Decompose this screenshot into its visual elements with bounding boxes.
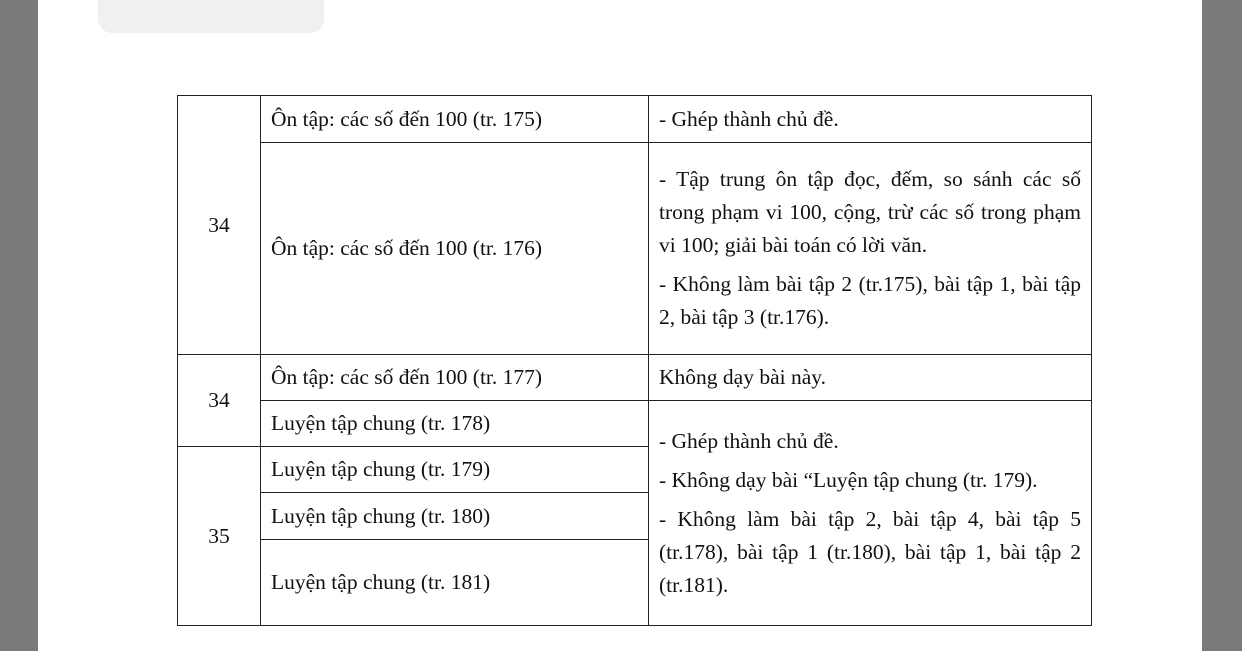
week-cell: 34: [178, 355, 261, 447]
note-text: - Không làm bài tập 2, bài tập 4, bài tập 5 (tr.178), bài tập 1 (tr.180), bài tập 1, bài tập 2 (tr.181).: [659, 506, 1081, 597]
table-row: [178, 96, 1092, 143]
note-text: - Tập trung ôn tập đọc, đếm, so sánh các số trong phạm vi 100, cộng, trừ các số trong phạm vi 100; giải bài toán có lời văn.: [659, 167, 1081, 257]
lesson-cell: Ôn tập: các số đến 100 (tr. 175): [261, 96, 649, 143]
note-text: - Không làm bài tập 2 (tr.175), bài tập 1, bài tập 2, bài tập 3 (tr.176).: [659, 272, 1081, 329]
lesson-cell: Ôn tập: các số đến 100 (tr. 176): [261, 143, 649, 355]
note-cell: [649, 355, 1092, 401]
lesson-cell: Luyện tập chung (tr. 179): [261, 447, 649, 493]
note-cell: [649, 401, 1092, 626]
lesson-cell: Luyện tập chung (tr. 180): [261, 493, 649, 540]
table-row: [178, 355, 1092, 401]
note-text: - Ghép thành chủ đề.: [659, 428, 839, 453]
lesson-cell: Ôn tập: các số đến 100 (tr. 177): [261, 355, 649, 401]
note-text: - Không dạy bài “Luyện tập chung (tr. 179).: [659, 467, 1038, 492]
lesson-cell: Luyện tập chung (tr. 178): [261, 401, 649, 447]
week-cell: 34: [178, 96, 261, 355]
note-text: - Ghép thành chủ đề.: [659, 106, 839, 131]
lesson-cell: Luyện tập chung (tr. 181): [261, 540, 649, 626]
overlay-tab: [98, 0, 324, 33]
note-text: Không dạy bài này.: [659, 365, 826, 389]
week-cell: 35: [178, 447, 261, 626]
note-cell: [649, 96, 1092, 143]
table-row: [178, 401, 1092, 447]
note-cell: [649, 143, 1092, 355]
table-row: [178, 143, 1092, 355]
lesson-table: [177, 95, 1092, 626]
